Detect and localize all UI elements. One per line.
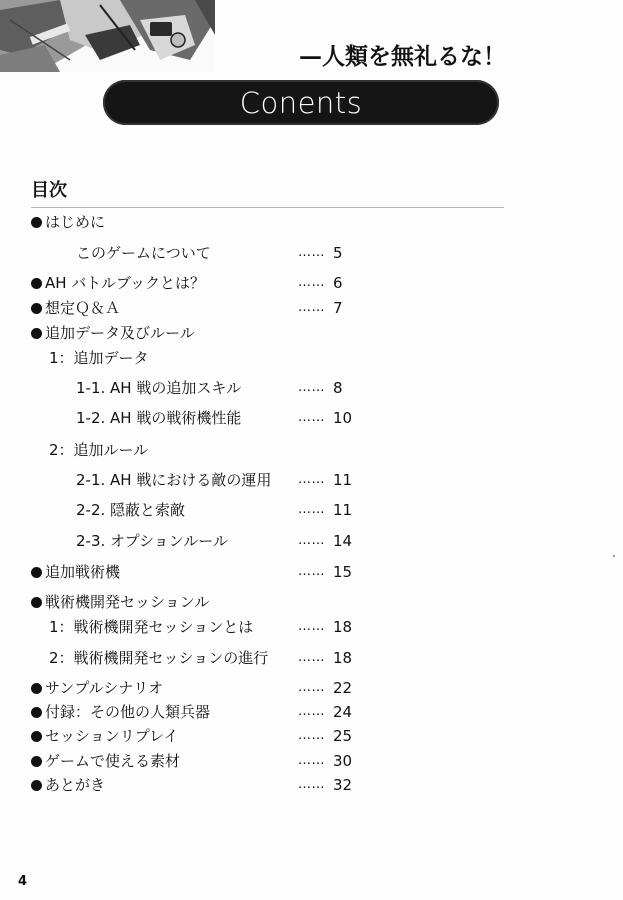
toc-entry xyxy=(31,727,178,745)
toc-entry xyxy=(31,679,163,697)
bullet-icon xyxy=(31,217,42,228)
toc-page-number: 8 xyxy=(333,379,343,397)
toc-entry xyxy=(49,349,149,367)
toc-entry xyxy=(76,501,185,519)
bullet-icon xyxy=(31,780,42,791)
toc-entry-title: このゲームについて xyxy=(76,244,211,262)
banner-title: Conents xyxy=(239,85,363,120)
leader-dots: …… xyxy=(298,380,325,395)
toc-page-number: 22 xyxy=(333,679,353,697)
leader-dots: …… xyxy=(298,502,325,517)
toc-entry-title: あとがき xyxy=(45,776,106,794)
toc-entry xyxy=(31,703,210,721)
toc-entry-title: 付録：その他の人類兵器 xyxy=(45,703,211,721)
bullet-icon xyxy=(31,756,42,767)
toc-entry-title: ゲームで使える素材 xyxy=(45,752,181,770)
page-number: 4 xyxy=(18,874,28,889)
toc-entry-title: 想定Ｑ＆Ａ xyxy=(45,299,121,317)
toc-entry xyxy=(76,471,271,489)
toc-entry-title: 2：戦術機開発セッションの進行 xyxy=(49,649,269,667)
toc-page-number: 24 xyxy=(333,703,353,721)
toc-page-number: 15 xyxy=(333,563,353,581)
toc-entry xyxy=(49,649,268,667)
toc-entry xyxy=(76,244,211,262)
toc-page-number: 6 xyxy=(333,274,343,292)
toc-page-number: 5 xyxy=(333,244,343,262)
leader-dots: …… xyxy=(298,245,325,260)
toc-entry xyxy=(31,563,120,581)
toc-page-number: 30 xyxy=(333,752,353,770)
leader-dots: …… xyxy=(298,680,325,695)
bullet-icon xyxy=(31,683,42,694)
bullet-icon xyxy=(31,278,42,289)
toc-entry xyxy=(49,618,253,636)
toc-entry-title: 追加戦術機 xyxy=(45,563,121,581)
bullet-icon xyxy=(31,328,42,339)
leader-dots: …… xyxy=(298,728,325,743)
toc-entry-title: 1-2. AH 戦の戦術機性能 xyxy=(76,409,242,427)
tagline: —人類を無礼るな！ xyxy=(299,43,506,70)
print-speck xyxy=(613,555,615,557)
heading-divider xyxy=(31,207,504,208)
toc-entry xyxy=(76,532,228,550)
toc-entry-title: 2：追加ルール xyxy=(49,441,149,459)
toc-entry-title: セッションリプレイ xyxy=(45,727,179,745)
toc-page-number: 18 xyxy=(333,649,353,667)
toc-entry-title: AH バトルブックとは？ xyxy=(45,274,205,292)
toc-page-number: 32 xyxy=(333,776,353,794)
toc-entry xyxy=(31,324,195,342)
leader-dots: …… xyxy=(298,704,325,719)
toc-entry-title: 1：戦術機開発セッションとは xyxy=(49,618,254,636)
toc-entry xyxy=(49,441,148,459)
toc-entry-title: 2-3. オプションルール xyxy=(76,532,229,550)
bullet-icon xyxy=(31,303,42,314)
toc-page-number: 25 xyxy=(333,727,353,745)
leader-dots: …… xyxy=(298,753,325,768)
toc-page-number: 11 xyxy=(333,501,353,519)
toc-entry xyxy=(31,752,180,770)
toc-entry-title: 2-1. AH 戦における敵の運用 xyxy=(76,471,272,489)
leader-dots: …… xyxy=(298,564,325,579)
toc-entry xyxy=(76,379,241,397)
toc-heading: 目次 xyxy=(31,180,67,201)
mecha-illustration xyxy=(0,0,215,72)
toc-page-number: 11 xyxy=(333,471,353,489)
toc-page-number: 7 xyxy=(333,299,343,317)
leader-dots: …… xyxy=(298,300,325,315)
bullet-icon xyxy=(31,707,42,718)
toc-entry xyxy=(31,274,205,292)
toc-page-number: 14 xyxy=(333,532,353,550)
leader-dots: …… xyxy=(298,472,325,487)
bullet-icon xyxy=(31,731,42,742)
toc-entry xyxy=(76,409,241,427)
leader-dots: …… xyxy=(298,410,325,425)
toc-entry-title: 戦術機開発セッションル xyxy=(45,593,210,611)
toc-entry xyxy=(31,776,105,794)
toc-entry xyxy=(31,299,120,317)
leader-dots: …… xyxy=(298,533,325,548)
toc-entry-title: 2-2. 隠蔽と索敵 xyxy=(76,501,186,519)
toc-page-number: 18 xyxy=(333,618,353,636)
leader-dots: …… xyxy=(298,650,325,665)
leader-dots: …… xyxy=(298,619,325,634)
bullet-icon xyxy=(31,567,42,578)
toc-entry xyxy=(31,213,105,231)
toc-page-number: 10 xyxy=(333,409,353,427)
toc-entry-title: 1-1. AH 戦の追加スキル xyxy=(76,379,242,397)
leader-dots: …… xyxy=(298,777,325,792)
bullet-icon xyxy=(31,597,42,608)
toc-entry-title: 追加データ及びルール xyxy=(45,324,195,342)
toc-entry-title: サンプルシナリオ xyxy=(45,679,164,697)
toc-entry-title: はじめに xyxy=(45,213,106,231)
leader-dots: …… xyxy=(298,275,325,290)
contents-banner xyxy=(103,80,499,125)
toc-entry xyxy=(31,593,209,611)
toc-entry-title: 1：追加データ xyxy=(49,349,149,367)
